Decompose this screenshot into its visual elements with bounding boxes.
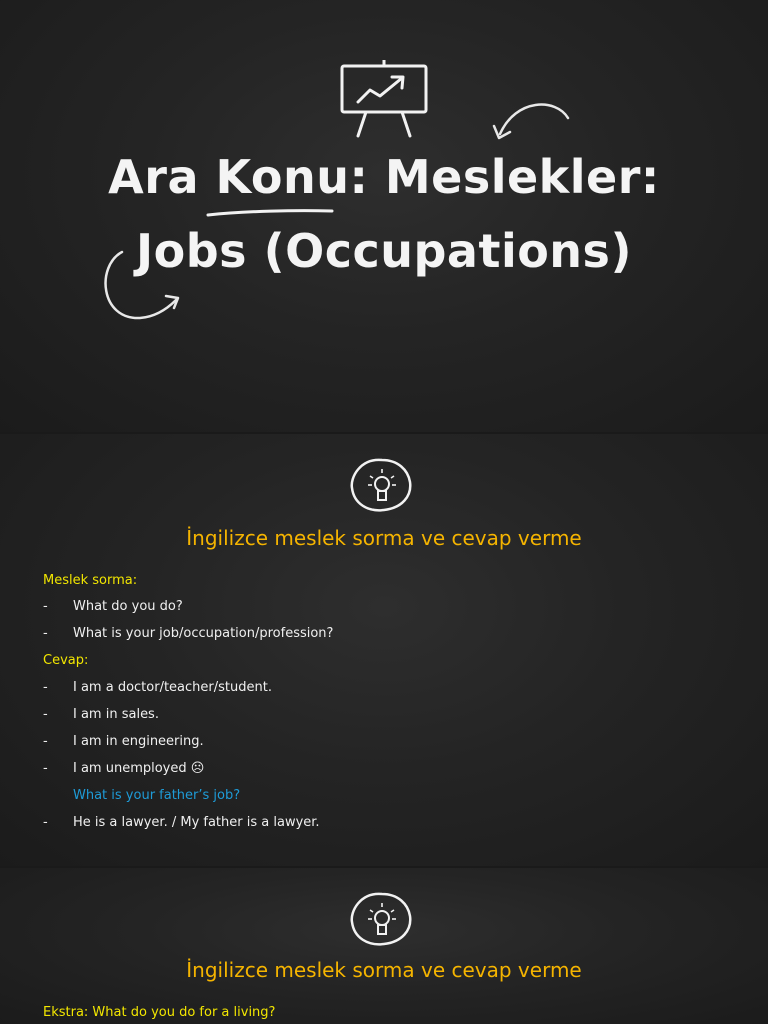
answer-label: Cevap: <box>43 653 89 668</box>
list-item: - What is your job/occupation/profession? <box>43 626 334 641</box>
curved-arrow-top-icon <box>486 96 576 146</box>
lightbulb-icon <box>346 890 418 950</box>
lightbulb-icon <box>346 456 418 516</box>
title-underline <box>206 204 336 220</box>
section-heading: İngilizce meslek sorma ve cevap verme <box>186 526 582 550</box>
list-item: - I am a doctor/teacher/student. <box>43 680 272 695</box>
content-slide-partial <box>0 868 768 1024</box>
list-item: - I am unemployed ☹ <box>43 761 205 776</box>
list-item: - What do you do? <box>43 599 183 614</box>
section-heading: İngilizce meslek sorma ve cevap verme <box>186 958 582 982</box>
extra-label: Ekstra: What do you do for a living? <box>43 1005 276 1020</box>
slide-title-line-1: Ara Konu: Meslekler: <box>108 150 660 204</box>
slide-title-line-2: Jobs (Occupations) <box>136 224 632 278</box>
title-slide <box>0 0 768 432</box>
list-item: - I am in engineering. <box>43 734 204 749</box>
presentation-chart-icon <box>336 60 432 140</box>
list-item: - I am in sales. <box>43 707 159 722</box>
content-slide <box>0 434 768 866</box>
list-item: - He is a lawyer. / My father is a lawyer. <box>43 815 320 830</box>
extra-question: What is your father’s job? <box>73 788 241 803</box>
ask-label: Meslek sorma: <box>43 573 138 588</box>
